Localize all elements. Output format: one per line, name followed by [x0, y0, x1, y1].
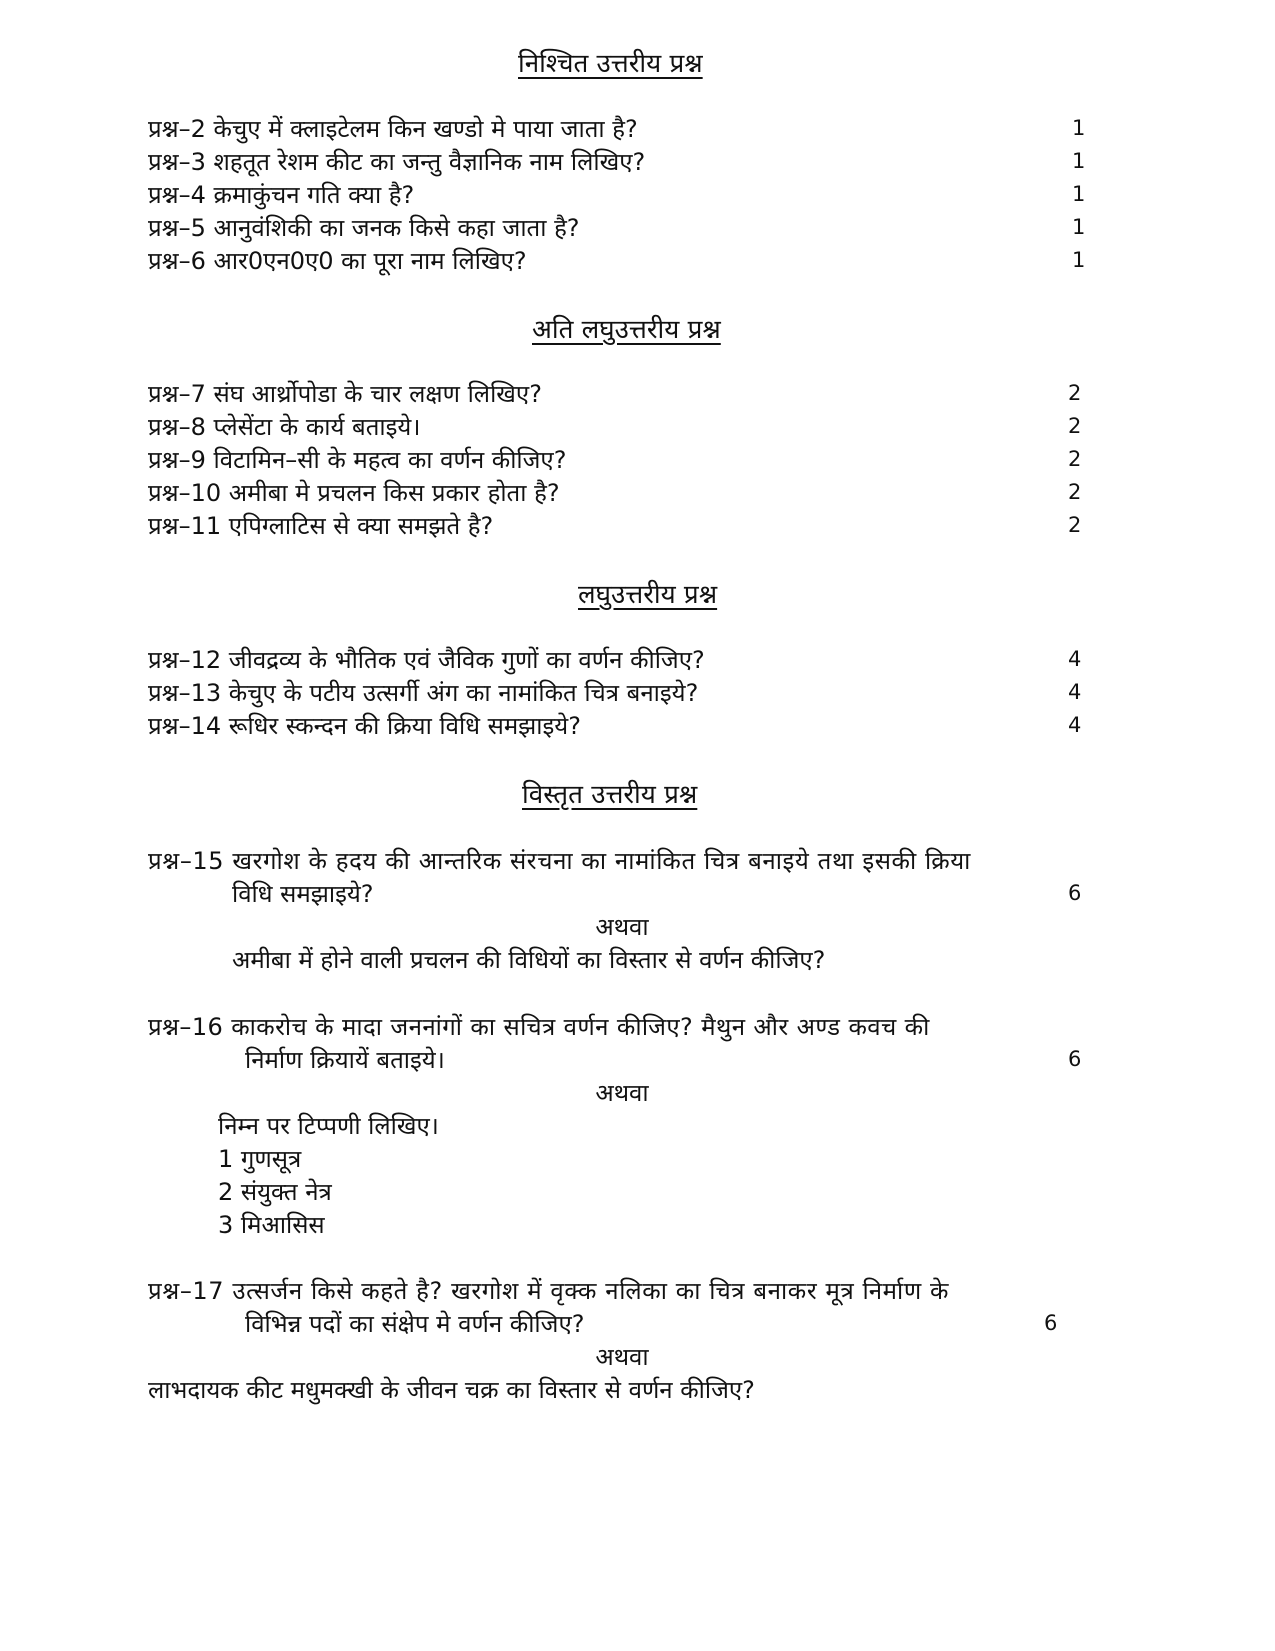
question-3: प्रश्न–3 शहतूत रेशम कीट का जन्तु वैज्ञानिक नाम लिखिए? [148, 148, 646, 176]
question-16: प्रश्न–16 काकरोच के मादा जननांगों का सचित्र वर्णन कीजिए? मैथुन और अण्ड कवच की [148, 1013, 930, 1041]
question-6-marks: 1 [1072, 248, 1086, 272]
question-17-marks: 6 [1044, 1311, 1058, 1335]
question-17-or: अथवा [595, 1343, 649, 1371]
question-4-marks: 1 [1072, 182, 1086, 206]
question-9-marks: 2 [1068, 447, 1082, 471]
question-8: प्रश्न–8 प्लेसेंटा के कार्य बताइये। [148, 413, 421, 441]
question-7: प्रश्न–7 संघ आर्थ्रोपोडा के चार लक्षण लिखिए? [148, 380, 542, 408]
question-16-marks: 6 [1068, 1047, 1082, 1071]
question-7-marks: 2 [1068, 381, 1082, 405]
question-2-marks: 1 [1072, 116, 1086, 140]
question-2: प्रश्न–2 केचुए में क्लाइटेलम किन खण्डो मे पाया जाता है? [148, 115, 638, 143]
question-15-or: अथवा [595, 913, 649, 941]
section-heading-short: लघुउत्तरीय प्रश्न [578, 580, 718, 610]
question-12-marks: 4 [1068, 647, 1082, 671]
question-9: प्रश्न–9 विटामिन–सी के महत्व का वर्णन कीजिए? [148, 446, 567, 474]
question-8-marks: 2 [1068, 414, 1082, 438]
question-14-marks: 4 [1068, 713, 1082, 737]
question-16-item-1: 1 गुणसूत्र [218, 1145, 302, 1173]
question-16-or: अथवा [595, 1079, 649, 1107]
question-5-marks: 1 [1072, 215, 1086, 239]
question-11-marks: 2 [1068, 513, 1082, 537]
question-13-marks: 4 [1068, 680, 1082, 704]
question-16-item-2: 2 संयुक्त नेत्र [218, 1178, 332, 1206]
question-3-marks: 1 [1072, 149, 1086, 173]
question-16-alternative: निम्न पर टिप्पणी लिखिए। [218, 1112, 439, 1140]
question-16-continuation: निर्माण क्रियायें बताइये। [245, 1046, 445, 1074]
question-17-alternative: लाभदायक कीट मधुमक्खी के जीवन चक्र का विस्तार से वर्णन कीजिए? [148, 1376, 755, 1404]
question-10: प्रश्न–10 अमीबा मे प्रचलन किस प्रकार होता है? [148, 479, 560, 507]
question-15-marks: 6 [1068, 881, 1082, 905]
question-17-continuation: विभिन्न पदों का संक्षेप मे वर्णन कीजिए? [245, 1310, 585, 1338]
question-13: प्रश्न–13 केचुए के पटीय उत्सर्गी अंग का नामांकित चित्र बनाइये? [148, 679, 699, 707]
question-15-continuation: विधि समझाइये? [232, 880, 374, 908]
section-heading-very-short: अति लघुउत्तरीय प्रश्न [532, 315, 721, 345]
question-11: प्रश्न–11 एपिग्लाटिस से क्या समझते है? [148, 512, 494, 540]
question-10-marks: 2 [1068, 480, 1082, 504]
section-heading-objective: निश्चित उत्तरीय प्रश्न [518, 49, 703, 79]
section-heading-long: विस्तृत उत्तरीय प्रश्न [522, 780, 698, 810]
question-6: प्रश्न–6 आर0एन0ए0 का पूरा नाम लिखिए? [148, 247, 527, 275]
question-17: प्रश्न–17 उत्सर्जन किसे कहते है? खरगोश में वृक्क नलिका का चित्र बनाकर मूत्र निर्माण के [148, 1277, 950, 1305]
question-15: प्रश्न–15 खरगोश के हदय की आन्तरिक संरचना का नामांकित चित्र बनाइये तथा इसकी क्रिया [148, 847, 972, 875]
question-15-alternative: अमीबा में होने वाली प्रचलन की विधियों का विस्तार से वर्णन कीजिए? [232, 946, 826, 974]
question-14: प्रश्न–14 रूधिर स्कन्दन की क्रिया विधि समझाइये? [148, 712, 581, 740]
question-16-item-3: 3 मिआसिस [218, 1211, 325, 1239]
question-4: प्रश्न–4 क्रमाकुंचन गति क्या है? [148, 181, 415, 209]
question-5: प्रश्न–5 आनुवंशिकी का जनक किसे कहा जाता है? [148, 214, 580, 242]
question-12: प्रश्न–12 जीवद्रव्य के भौतिक एवं जैविक गुणों का वर्णन कीजिए? [148, 646, 705, 674]
